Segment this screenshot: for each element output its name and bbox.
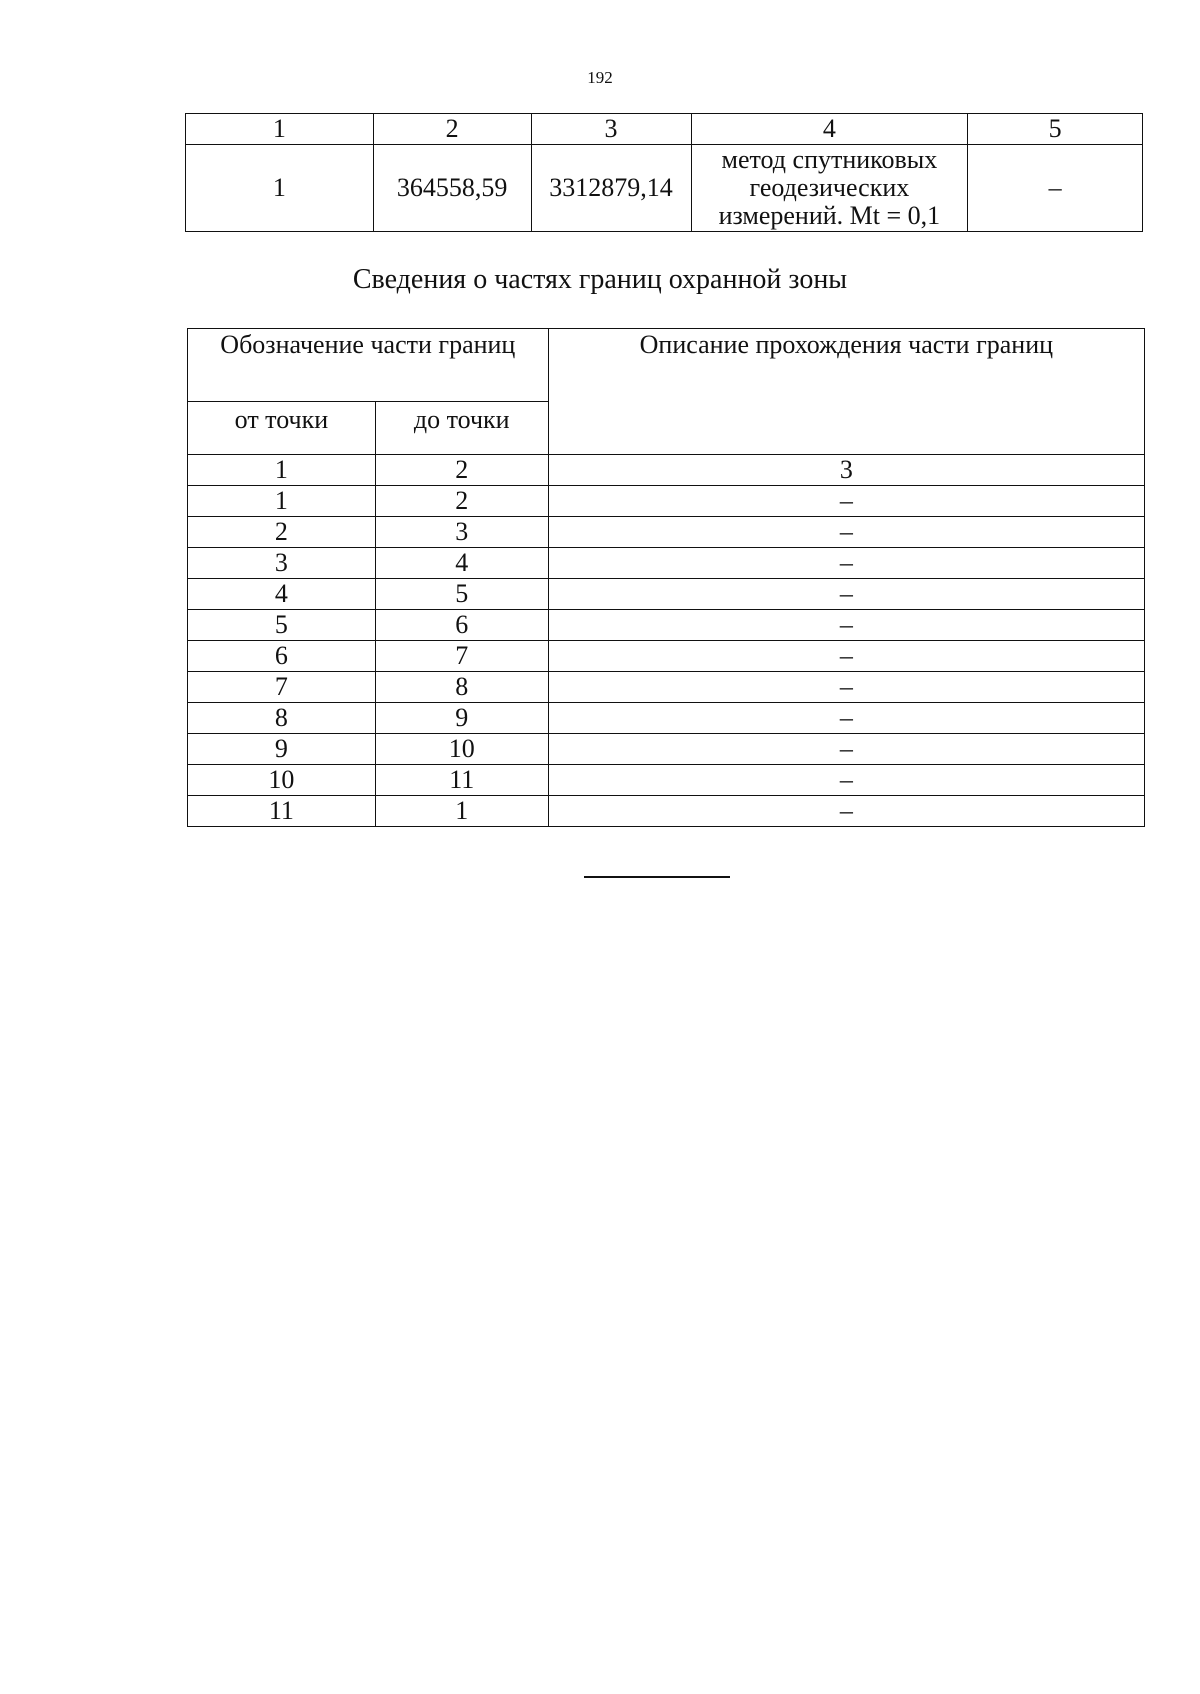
table-row	[188, 610, 1145, 641]
to-point-header: до точки	[375, 402, 548, 455]
column-number: 2	[375, 455, 548, 486]
column-number: 3	[548, 455, 1144, 486]
from-point: 4	[188, 579, 376, 610]
method-line: геодезических	[749, 173, 910, 202]
description: –	[548, 517, 1144, 548]
description: –	[548, 610, 1144, 641]
column-number: 1	[186, 114, 374, 145]
point-number: 1	[186, 145, 374, 232]
designation-header: Обозначение части границ	[188, 329, 549, 402]
column-number-row	[188, 455, 1145, 486]
from-point: 9	[188, 734, 376, 765]
description: –	[548, 703, 1144, 734]
column-number: 4	[691, 114, 968, 145]
to-point: 10	[375, 734, 548, 765]
column-number: 5	[968, 114, 1143, 145]
table-row	[186, 145, 1143, 232]
page-number: 192	[587, 68, 613, 87]
note-cell: –	[968, 145, 1143, 232]
from-point: 1	[188, 486, 376, 517]
coordinate-x: 364558,59	[373, 145, 531, 232]
description: –	[548, 796, 1144, 827]
table-row	[188, 548, 1145, 579]
to-point: 4	[375, 548, 548, 579]
table-row	[188, 734, 1145, 765]
column-number: 1	[188, 455, 376, 486]
method-line: метод спутниковых	[721, 145, 938, 174]
from-point: 10	[188, 765, 376, 796]
table-row	[188, 796, 1145, 827]
to-point: 1	[375, 796, 548, 827]
to-point: 11	[375, 765, 548, 796]
column-number: 3	[531, 114, 691, 145]
table-row	[188, 486, 1145, 517]
from-point: 11	[188, 796, 376, 827]
to-point: 9	[375, 703, 548, 734]
from-point: 5	[188, 610, 376, 641]
coordinate-y: 3312879,14	[531, 145, 691, 232]
column-number-row	[186, 114, 1143, 145]
table-row	[188, 641, 1145, 672]
to-point: 8	[375, 672, 548, 703]
to-point: 2	[375, 486, 548, 517]
from-point: 8	[188, 703, 376, 734]
from-point: 7	[188, 672, 376, 703]
description: –	[548, 734, 1144, 765]
end-rule	[584, 876, 730, 878]
description: –	[548, 486, 1144, 517]
from-point-header: от точки	[188, 402, 376, 455]
description: –	[548, 641, 1144, 672]
table-row	[188, 517, 1145, 548]
method-cell	[691, 145, 968, 232]
description: –	[548, 765, 1144, 796]
to-point: 7	[375, 641, 548, 672]
section-title: Сведения о частях границ охранной зоны	[352, 264, 848, 295]
table-row	[188, 703, 1145, 734]
table-row	[188, 672, 1145, 703]
from-point: 2	[188, 517, 376, 548]
to-point: 6	[375, 610, 548, 641]
description: –	[548, 672, 1144, 703]
column-number: 2	[373, 114, 531, 145]
table-row	[188, 765, 1145, 796]
method-line: измерений. Mt = 0,1	[718, 201, 941, 230]
header-row	[188, 329, 1145, 402]
boundary-parts-table	[187, 328, 1145, 827]
to-point: 5	[375, 579, 548, 610]
coordinates-table	[185, 113, 1143, 232]
from-point: 3	[188, 548, 376, 579]
description: –	[548, 579, 1144, 610]
description-header: Описание прохождения части границ	[548, 329, 1144, 455]
description: –	[548, 548, 1144, 579]
to-point: 3	[375, 517, 548, 548]
table-row	[188, 579, 1145, 610]
from-point: 6	[188, 641, 376, 672]
